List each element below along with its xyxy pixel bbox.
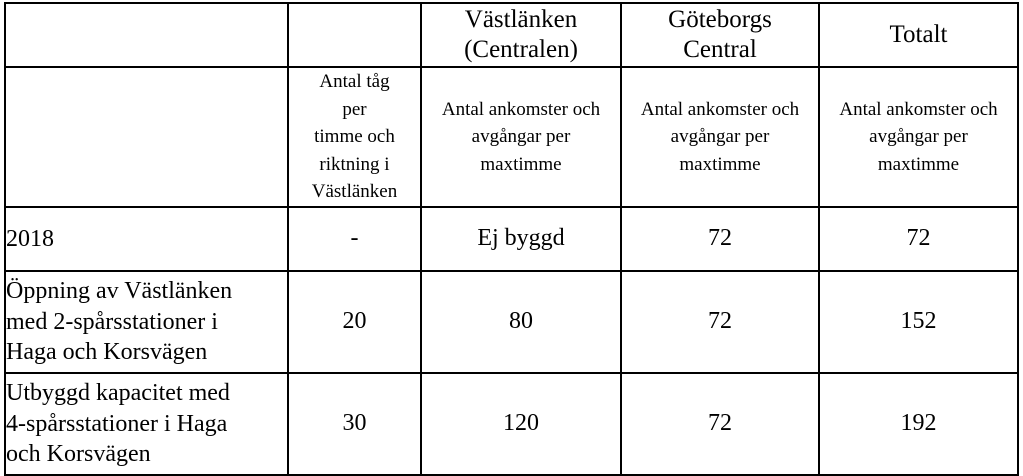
header-cell-goteborgs-central	[621, 3, 819, 67]
row-label-oppning-av-vastlanken	[5, 271, 288, 373]
subheader-goteborg-line3: maxtimme	[679, 153, 761, 175]
row-label-line1: Öppning av Västlänken	[6, 278, 233, 305]
row-label-utbyggd-kapacitet	[5, 373, 288, 475]
cell-oppning-vastlanken: 80	[421, 271, 621, 373]
cell-2018-vastlanken: Ej byggd	[421, 207, 621, 271]
subheader-vastlanken-line1: Antal ankomster och	[441, 98, 601, 120]
subheader-tag-line1: Antal tåg per	[319, 71, 390, 120]
cell-2018-tag-per-timme: -	[288, 207, 421, 271]
subheader-totalt-line2: avgångar per	[869, 126, 968, 148]
cell-utbyggd-tag-per-timme: 30	[288, 373, 421, 475]
cell-2018-goteborgs-central: 72	[621, 207, 819, 271]
table-row	[5, 271, 1018, 373]
cell-utbyggd-totalt: 192	[819, 373, 1018, 475]
subheader-goteborg-line2: avgångar per	[670, 126, 770, 148]
cell-oppning-totalt: 152	[819, 271, 1018, 373]
cell-2018-totalt: 72	[819, 207, 1018, 271]
row-label-line3: och Korsvägen	[6, 440, 151, 467]
header-goteborg-line2: Central	[683, 36, 757, 63]
row-label-2018: 2018	[5, 207, 288, 271]
subheader-cell-vastlanken	[421, 67, 621, 207]
subheader-goteborg-line1: Antal ankomster och	[640, 98, 800, 120]
cell-utbyggd-vastlanken: 120	[421, 373, 621, 475]
subheader-tag-line2: timme och	[314, 126, 395, 148]
subheader-vastlanken-line2: avgångar per	[471, 126, 571, 148]
capacity-table	[4, 2, 1019, 476]
table-row	[5, 373, 1018, 475]
header-cell-empty-scenario	[5, 3, 288, 67]
subheader-cell-tag-per-timme	[288, 67, 421, 207]
table-header-row-main	[5, 3, 1018, 67]
cell-oppning-tag-per-timme: 20	[288, 271, 421, 373]
row-label-line3: Haga och Korsvägen	[6, 338, 208, 365]
header-vastlanken-line2: (Centralen)	[464, 36, 578, 63]
subheader-totalt-line1: Antal ankomster och	[839, 98, 998, 120]
subheader-tag-line3: riktning i	[319, 153, 390, 175]
header-goteborg-line1: Göteborgs	[668, 5, 772, 33]
document-page	[0, 2, 1023, 476]
header-cell-empty-tag-per-timme	[288, 3, 421, 67]
row-label-line2: 4-spårsstationer i Haga	[6, 410, 228, 437]
header-vastlanken-line1: Västlänken	[464, 5, 578, 33]
cell-utbyggd-goteborgs-central: 72	[621, 373, 819, 475]
header-cell-totalt	[819, 3, 1018, 67]
subheader-cell-totalt	[819, 67, 1018, 207]
subheader-cell-empty-scenario	[5, 67, 288, 207]
cell-oppning-goteborgs-central: 72	[621, 271, 819, 373]
header-cell-vastlanken	[421, 3, 621, 67]
table-row	[5, 207, 1018, 271]
subheader-vastlanken-line3: maxtimme	[480, 153, 562, 175]
row-label-line2: med 2-spårsstationer i	[6, 308, 218, 335]
header-totalt-line1: Totalt	[889, 20, 948, 48]
table-header-row-sub	[5, 67, 1018, 207]
subheader-tag-line4: Västlänken	[311, 181, 398, 203]
subheader-cell-goteborgs-central	[621, 67, 819, 207]
subheader-totalt-line3: maxtimme	[877, 153, 960, 175]
row-label-line1: Utbyggd kapacitet med	[6, 380, 230, 407]
